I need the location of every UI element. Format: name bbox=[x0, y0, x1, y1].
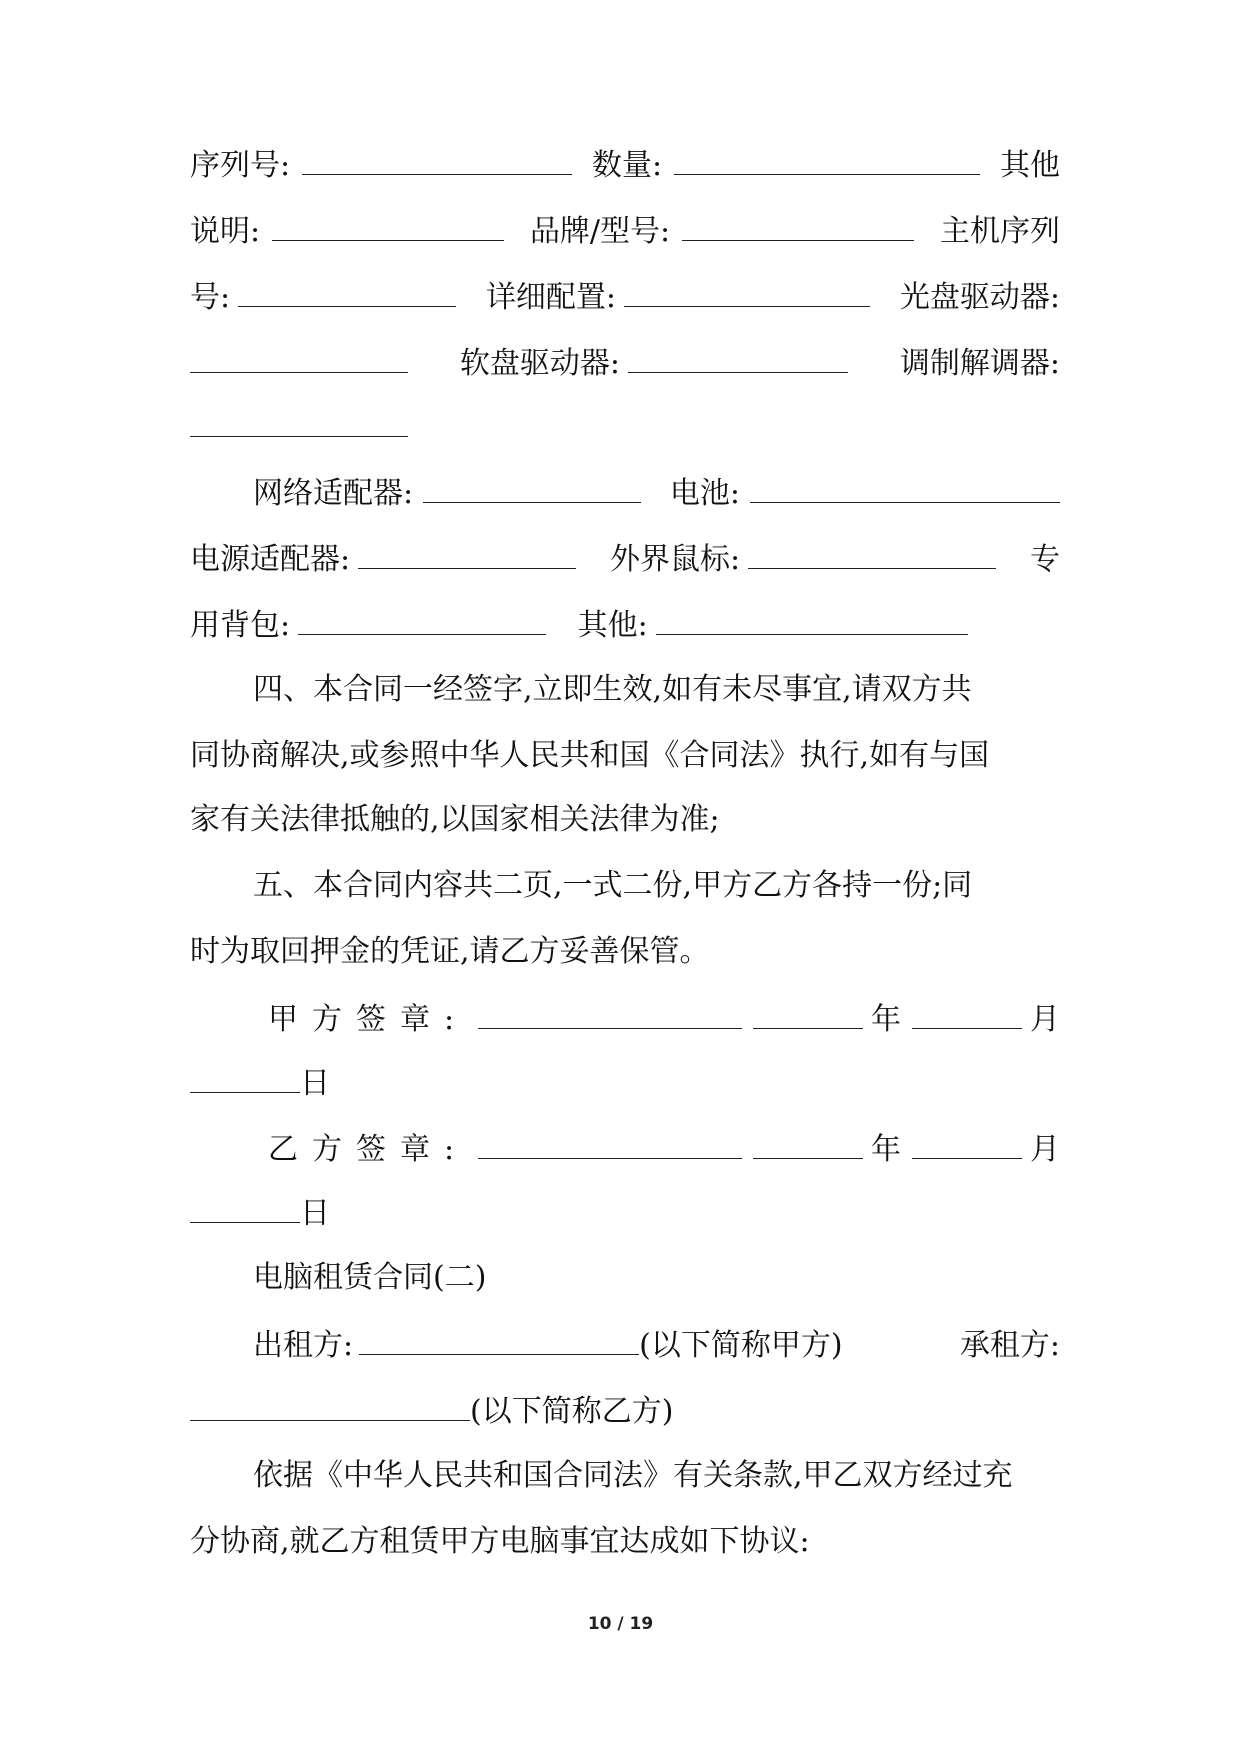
blank-party-b-day bbox=[190, 1192, 300, 1223]
line-config bbox=[190, 276, 1060, 316]
blank-modem bbox=[190, 406, 408, 437]
page-number: 10 / 19 bbox=[587, 1614, 654, 1634]
clause-4-line-1: 四、本合同一经签字,立即生效,如有未尽事宜,请双方共 bbox=[253, 672, 972, 707]
blank-quantity bbox=[674, 144, 980, 175]
line-drives bbox=[190, 342, 1060, 382]
contract-2-title: 电脑租赁合同(二) bbox=[253, 1260, 487, 1295]
label-brand-model: 品牌/型号: bbox=[529, 214, 671, 249]
clause-4-line-3: 家有关法律抵触的,以国家相关法律为准; bbox=[190, 802, 720, 837]
blank-battery bbox=[750, 472, 1060, 503]
label-floppy-drive: 软盘驱动器: bbox=[459, 346, 620, 381]
blank-party-b-year bbox=[753, 1128, 863, 1159]
label-battery: 电池: bbox=[669, 476, 740, 511]
lessor-note: (以下简称甲方) bbox=[639, 1328, 843, 1363]
clause-4-line-2: 同协商解决,或参照中华人民共和国《合同法》执行,如有与国 bbox=[190, 738, 990, 773]
blank-floppy-drive bbox=[628, 342, 848, 373]
line-network-battery bbox=[253, 472, 1060, 512]
blank-lessee bbox=[190, 1390, 470, 1421]
blank-network-adapter bbox=[423, 472, 641, 503]
blank-config bbox=[624, 276, 870, 307]
label-day-a: 日 bbox=[300, 1066, 330, 1101]
line-bag-other bbox=[190, 604, 1060, 644]
signature-party-b-day bbox=[190, 1192, 1060, 1232]
label-power-adapter: 电源适配器: bbox=[190, 542, 351, 577]
label-special-1: 专 bbox=[1030, 542, 1060, 577]
blank-serial bbox=[302, 144, 572, 175]
blank-party-b-month bbox=[912, 1128, 1022, 1159]
blank-special-bag bbox=[298, 604, 546, 635]
label-lessor: 出租方: bbox=[253, 1328, 354, 1363]
label-lessee: 承租方: bbox=[959, 1328, 1060, 1363]
label-host-serial: 主机序列 bbox=[939, 214, 1060, 249]
label-other-1: 其他 bbox=[1000, 148, 1060, 183]
blank-party-a-seal bbox=[478, 998, 742, 1029]
blank-other-2 bbox=[656, 604, 968, 635]
label-description: 说明: bbox=[190, 214, 261, 249]
label-network-adapter: 网络适配器: bbox=[253, 476, 414, 511]
blank-brand-model bbox=[682, 210, 914, 241]
label-other-2: 其他: bbox=[577, 608, 648, 643]
label-number: 号: bbox=[190, 280, 231, 315]
clause-5-line-2: 时为取回押金的凭证,请乙方妥善保管。 bbox=[190, 934, 710, 969]
line-lessee-blank bbox=[190, 1390, 1060, 1430]
blank-external-mouse bbox=[748, 538, 996, 569]
basis-line-1: 依据《中华人民共和国合同法》有关条款,甲乙双方经过充 bbox=[253, 1458, 1013, 1493]
label-serial: 序列号: bbox=[190, 148, 291, 183]
blank-lessor bbox=[359, 1324, 639, 1355]
blank-party-a-year bbox=[753, 998, 863, 1029]
clause-5-line-1: 五、本合同内容共二页,一式二份,甲方乙方各持一份;同 bbox=[253, 868, 973, 903]
label-quantity: 数量: bbox=[592, 148, 663, 183]
label-modem: 调制解调器: bbox=[899, 346, 1060, 381]
label-optical-drive: 光盘驱动器: bbox=[899, 280, 1060, 315]
label-year-a: 年 bbox=[871, 1002, 902, 1037]
label-year-b: 年 bbox=[871, 1132, 902, 1167]
label-month-b: 月 bbox=[1029, 1132, 1060, 1167]
blank-party-b-seal bbox=[478, 1128, 742, 1159]
label-config: 详细配置: bbox=[485, 280, 617, 315]
blank-host-serial bbox=[238, 276, 456, 307]
blank-power-adapter bbox=[358, 538, 576, 569]
signature-party-a-day bbox=[190, 1062, 1060, 1102]
line-power-mouse bbox=[190, 538, 1060, 578]
line-serial-number bbox=[190, 144, 1060, 184]
blank-description bbox=[272, 210, 504, 241]
blank-party-a-day bbox=[190, 1062, 300, 1093]
signature-party-b bbox=[268, 1128, 1060, 1168]
label-party-b-seal: 乙方签章: bbox=[268, 1132, 469, 1167]
label-external-mouse: 外界鼠标: bbox=[610, 542, 741, 577]
label-party-a-seal: 甲方签章: bbox=[268, 1002, 469, 1037]
blank-optical-drive bbox=[190, 342, 408, 373]
line-description bbox=[190, 210, 1060, 250]
signature-party-a bbox=[268, 998, 1060, 1038]
label-special-bag: 用背包: bbox=[190, 608, 291, 643]
label-month-a: 月 bbox=[1029, 1002, 1060, 1037]
blank-party-a-month bbox=[912, 998, 1022, 1029]
lessee-note: (以下简称乙方) bbox=[470, 1394, 674, 1429]
line-modem-blank bbox=[190, 406, 1060, 446]
basis-line-2: 分协商,就乙方租赁甲方电脑事宜达成如下协议: bbox=[190, 1524, 810, 1559]
label-day-b: 日 bbox=[300, 1196, 330, 1231]
line-lessor-lessee bbox=[253, 1324, 1060, 1364]
